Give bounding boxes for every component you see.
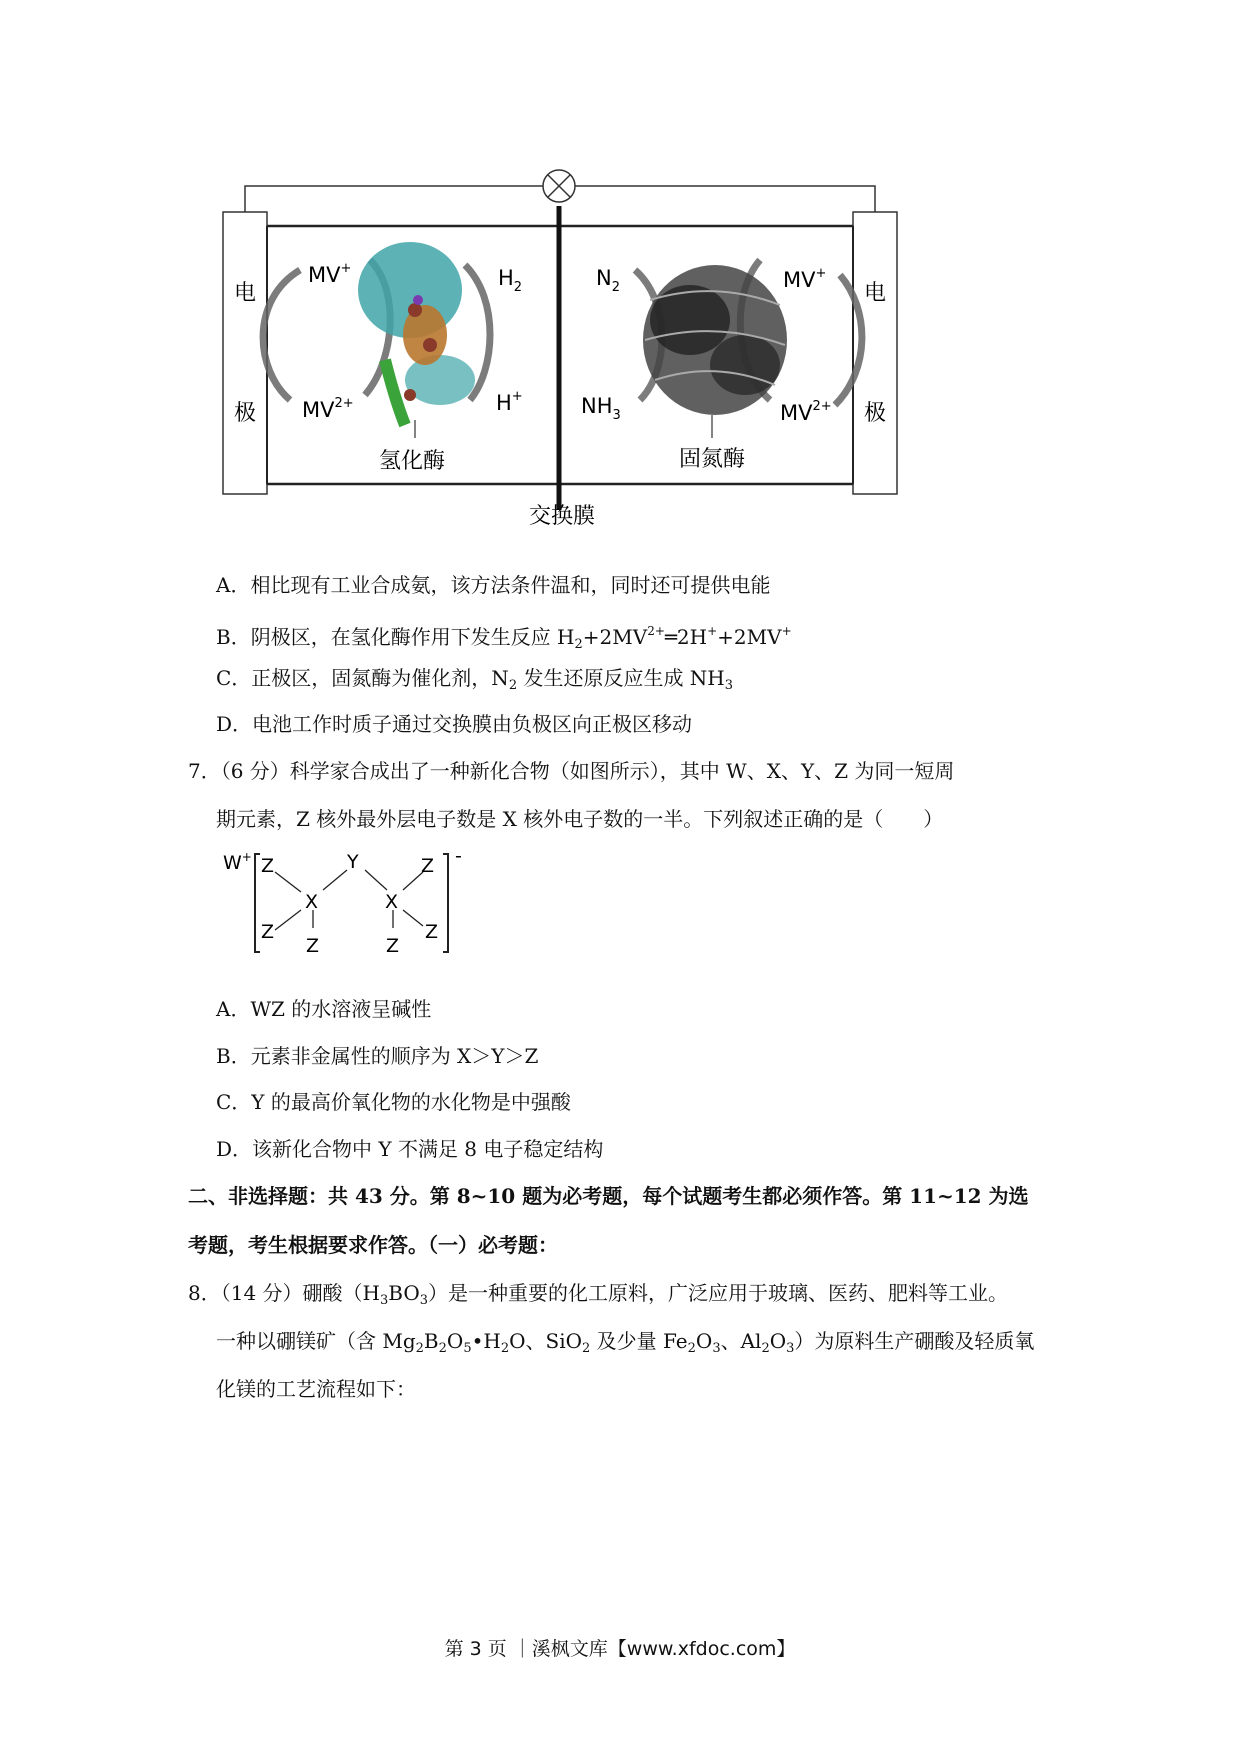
electrode-left-top: 电 (233, 281, 257, 306)
label-hydrogenase: 氢化酶 (378, 449, 446, 474)
label-mv-2plus-right: $MV^{2+}$ (780, 399, 832, 425)
battery-diagram (0, 0, 1240, 540)
lamp-icon (543, 170, 575, 202)
section2-heading-line2: 考题，考生根据要求作答。（一）必考题： (188, 1233, 558, 1257)
q8-stem-line3: 化镁的工艺流程如下： (216, 1377, 416, 1401)
q7-stem-line2: 期元素，Z 核外最外层电子数是 X 核外电子数的一半。下列叙述正确的是（ ） (216, 807, 944, 831)
nitrogenase-molecule-image (643, 265, 787, 415)
electrode-right-top: 电 (863, 281, 887, 306)
page-footer: 第 3 页 ｜溪枫文库【www.xfdoc.com】 (444, 1638, 796, 1660)
label-mv-plus-left: MV+ (308, 261, 352, 287)
q7-option-b: B．元素非金属性的顺序为 X＞Y＞Z (216, 1044, 539, 1068)
left-electrode (223, 212, 267, 494)
q7-structure-diagram (215, 848, 475, 960)
label-nitrogenase: 固氮酶 (678, 447, 746, 472)
q8-stem-line1: 8．（14 分）硼酸$(H_3BO_3)$是一种重要的化工原料，广泛应用于玻璃、医药、肥料等工业。 (188, 1281, 1009, 1308)
section2-heading-line1: 二、非选择题：共 43 分。第 8~10 题为必考题，每个试题考生都必须作答。第 11~12 为选 (188, 1184, 1029, 1208)
label-mv-2plus-left: $MV^{2+}$ (302, 396, 354, 422)
label-exchange-membrane: 交换膜 (528, 504, 596, 529)
struct-z-5: Z (306, 935, 320, 957)
struct-z-1: Z (261, 855, 275, 877)
label-h2: $H_2$ (498, 266, 523, 295)
q6-option-b: B．阴极区，在氢化酶作用下发生反应 $H_2+2MV^{2+}═2H^++2MV^+$ (216, 624, 792, 652)
label-h-plus: H+ (496, 389, 523, 415)
struct-z-2: Z (421, 855, 435, 877)
label-nh3: $NH_3$ (581, 394, 621, 423)
q6-option-d: D．电池工作时质子通过交换膜由负极区向正极区移动 (216, 712, 693, 736)
label-n2: $N_2$ (596, 266, 620, 295)
q7-option-a: A．WZ 的水溶液呈碱性 (216, 997, 432, 1021)
q7-stem-line1: 7．（6 分）科学家合成出了一种新化合物（如图所示），其中 W、X、Y、Z 为同一短周 (188, 759, 955, 783)
struct-z-6: Z (386, 935, 400, 957)
q6-option-c: C．正极区，固氮酶为催化剂，$N_2$ 发生还原反应生成 $NH_3$ (216, 666, 734, 693)
struct-z-4: Z (425, 921, 439, 943)
struct-bonds (275, 870, 423, 930)
struct-x-2: X (385, 891, 399, 913)
q7-option-c: C．Y 的最高价氧化物的水化物是中强酸 (216, 1090, 571, 1114)
hydrogenase-molecule-image (358, 242, 475, 425)
struct-z-3: Z (261, 921, 275, 943)
struct-y: Y (347, 851, 359, 873)
label-mv-plus-right: MV+ (783, 266, 827, 292)
struct-x-1: X (305, 891, 319, 913)
q8-stem-line2: 一种以硼镁矿（含 $Mg_2B_2O_5•H_2O$、SiO$_2$ 及少量 $Fe_2O_3$、$Al_2O_3$）为原料生产硼酸及轻质氧 (216, 1329, 1035, 1356)
electrode-left-bottom: 极 (233, 401, 257, 426)
struct-w-ion: W+ (223, 850, 252, 874)
q7-option-d: D．该新化合物中 Y 不满足 8 电子稳定结构 (216, 1137, 604, 1161)
q6-option-a: A．相比现有工业合成氨，该方法条件温和，同时还可提供电能 (216, 573, 771, 597)
struct-charge: - (455, 848, 462, 867)
electrode-right-bottom: 极 (863, 401, 887, 426)
